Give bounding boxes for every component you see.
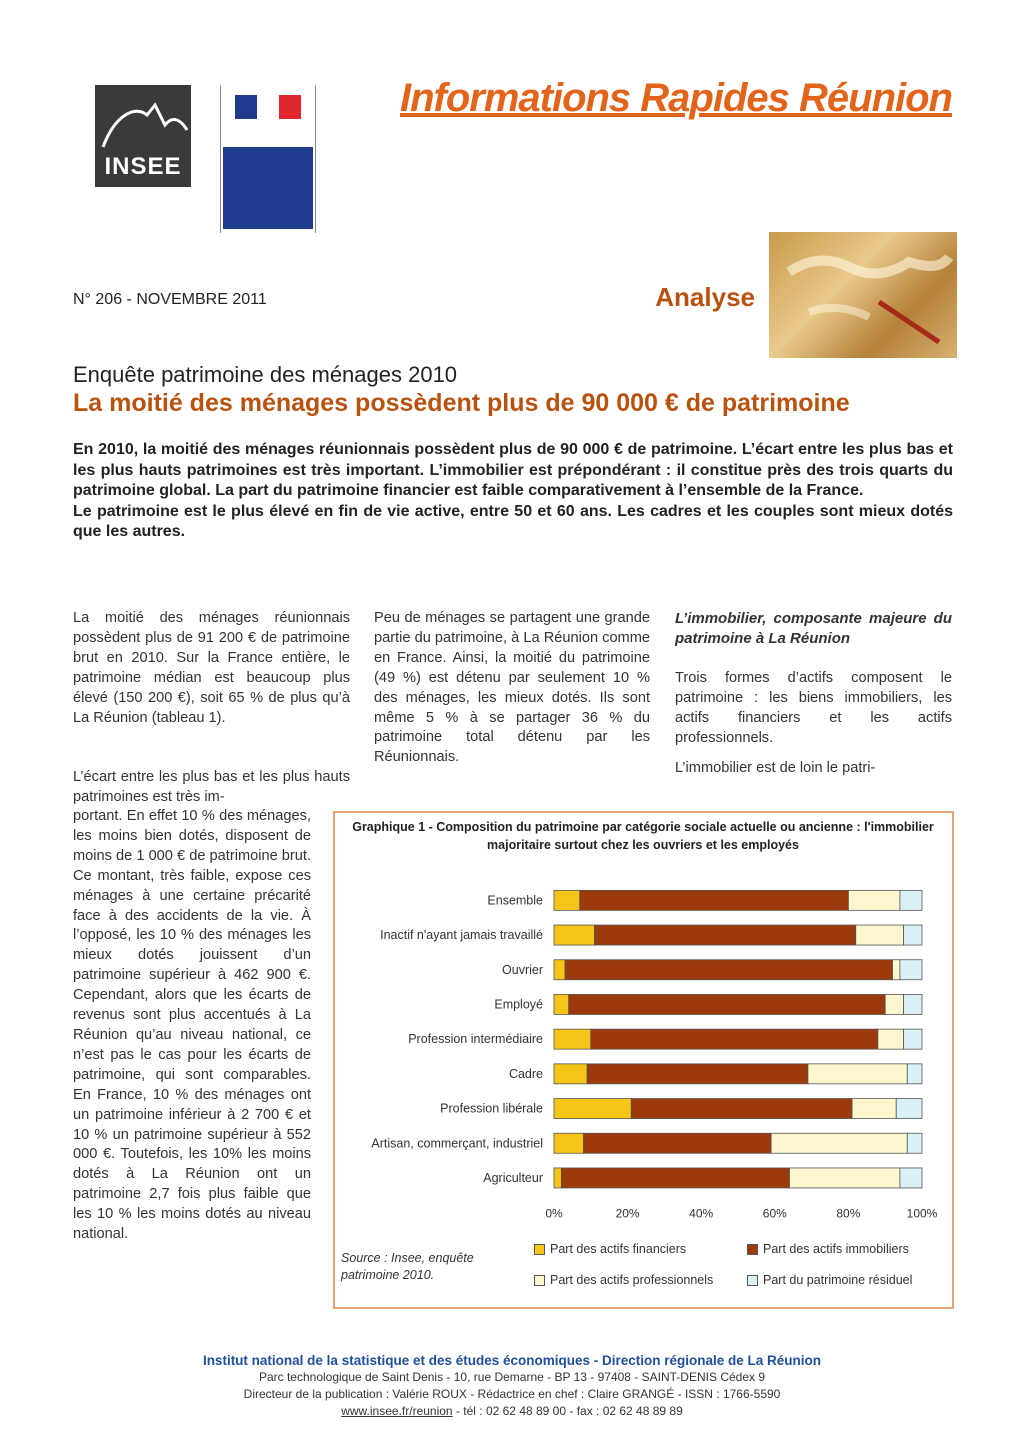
insee-logo: [95, 85, 191, 187]
legend-label: Part des actifs professionnels: [550, 1273, 714, 1287]
legend-label: Part des actifs immobiliers: [763, 1242, 909, 1256]
government-logo-block: [223, 147, 313, 229]
bar-segment: [554, 1099, 631, 1119]
french-flag-icon: [235, 95, 301, 119]
legend-item-professional: [534, 1273, 713, 1287]
bar-segment: [561, 1168, 789, 1188]
bar-segment: [554, 994, 569, 1014]
legend-item-real-estate: [747, 1242, 909, 1256]
bar-segment: [587, 1064, 808, 1084]
bar-segment: [631, 1099, 852, 1119]
bar-segment: [900, 890, 922, 910]
bar-segment: [790, 1168, 900, 1188]
bar-segment: [808, 1064, 907, 1084]
column-3: [675, 609, 952, 789]
category-label: Inactif n'ayant jamais travaillé: [380, 928, 543, 943]
category-label: Ensemble: [487, 893, 543, 908]
bar-segment: [904, 994, 922, 1014]
col3-heading: L’immobilier, composante majeure du patrimoine à La Réunion: [675, 610, 952, 647]
column-1-paragraph-2-rest: [73, 807, 311, 1255]
section-label: Analyse: [655, 282, 755, 312]
bar-segment: [907, 1133, 922, 1153]
bar-segment: [907, 1064, 922, 1084]
category-label: Artisan, commerçant, industriel: [371, 1136, 543, 1151]
bar-segment: [904, 1029, 922, 1049]
article-lead: [73, 440, 953, 543]
footer-contact-line: [0, 1403, 1024, 1420]
footer-website-link[interactable]: www.insee.fr/reunion: [341, 1404, 453, 1418]
bar-segment: [554, 1168, 561, 1188]
legend-item-residual: [747, 1273, 912, 1287]
bar-segment: [554, 960, 565, 980]
insee-logo-text: INSEE: [104, 153, 182, 180]
lead-paragraph-2: Le patrimoine est le plus élevé en fin de vie active, entre 50 et 60 ans. Les cadres et les couples sont mieux dotés que les autres.: [73, 502, 953, 541]
legend-label: Part des actifs financiers: [550, 1242, 687, 1256]
column-2: [374, 609, 650, 778]
x-tick-label: 80%: [836, 1206, 861, 1221]
footer-address: Parc technologique de Saint Denis - 10, rue Demarne - BP 13 - 97408 - SAINT-DENIS Cédex 9: [258, 1370, 766, 1384]
bar-segment: [554, 1029, 591, 1049]
legend-swatch: [747, 1275, 758, 1286]
bar-segment: [565, 960, 893, 980]
legend-swatch: [534, 1275, 545, 1286]
col3-paragraph-1: Trois formes d’actifs composent le patrimoine : les biens immobiliers, les actifs financiers et les actifs professionnels.: [675, 670, 952, 746]
world-map-photo: [769, 232, 957, 358]
footer: [0, 1352, 1024, 1420]
legend-swatch: [747, 1244, 758, 1255]
bar-segment: [878, 1029, 904, 1049]
category-label: Cadre: [508, 1066, 543, 1081]
bar-segment: [583, 1133, 771, 1153]
column-1: [73, 609, 350, 738]
category-label: Profession libérale: [440, 1101, 543, 1116]
bar-segment: [594, 925, 855, 945]
bar-segment: [900, 960, 922, 980]
footer-direction: Directeur de la publication : Valérie ROUX - Rédactrice en chef : Claire GRANGÉ - ISSN : 1766-5590: [243, 1387, 781, 1401]
col1-paragraph-2-start: L’écart entre les plus bas et les plus hauts patrimoines est très im-: [73, 769, 350, 805]
col1-paragraph-1: La moitié des ménages réunionnais possèdent plus de 91 200 € de patrimoine brut en 2010. Sur la France entière, le patrimoine médian est beaucoup plus élevé (150 200 €), soit 65 % de plus qu’à La Réunion (tableau 1).: [73, 610, 350, 726]
col3-paragraph-2: L’immobilier est de loin le patri-: [675, 759, 876, 776]
bar-segment: [893, 960, 900, 980]
bar-segment: [885, 994, 903, 1014]
bar-segment: [591, 1029, 878, 1049]
bar-segment: [848, 890, 900, 910]
x-tick-label: 0%: [545, 1206, 563, 1221]
x-tick-label: 40%: [689, 1206, 714, 1221]
chart-source: Source : Insee, enquête patrimoine 2010.: [341, 1251, 474, 1282]
bar-segment: [856, 925, 904, 945]
x-tick-label: 60%: [762, 1206, 787, 1221]
category-label: Profession intermédiaire: [408, 1032, 543, 1047]
bar-segment: [904, 925, 922, 945]
issue-number: N° 206 - NOVEMBRE 2011: [73, 291, 267, 308]
world-map-icon: [769, 232, 957, 358]
bar-segment: [569, 994, 885, 1014]
bar-segment: [554, 1064, 587, 1084]
chart-plot: [333, 811, 952, 1307]
bar-segment: [580, 890, 849, 910]
chart-title: Graphique 1 - Composition du patrimoine par catégorie sociale actuelle ou ancienne : l'immobilier majoritaire surtout chez les ouvriers et les employés: [352, 820, 934, 852]
col1-paragraph-2-rest: portant. En effet 10 % des ménages, les moins bien dotés, disposent de moins de 1 000 € de patrimoine brut. Ce montant, très faible, expose ces ménages à une certaine précarité face à des accidents de la vie. À l’opposé, les 10 % des ménages les mieux dotés jouissent d’un patrimoine supérieur à 462 900 €. Cependant, alors que les écarts de revenus sont plus accentués à La Réunion qu’au niveau national, ce n’est pas le cas pour les écarts de patrimoine, qui sont comparables. En France, 10 % des ménages ont un patrimoine inférieur à 2 700 € et 10 % un patrimoine supérieur à 552 000 €. Toutefois, les 10% les moins dotés à La Réunion ont un patrimoine 2,7 fois plus faible que les 10 % les moins dotés au niveau national.: [73, 808, 311, 1243]
bar-segment: [554, 1133, 583, 1153]
bar-segment: [896, 1099, 922, 1119]
category-label: Ouvrier: [502, 962, 543, 977]
category-label: Agriculteur: [483, 1170, 543, 1185]
bar-segment: [900, 1168, 922, 1188]
article-subtitle: Enquête patrimoine des ménages 2010: [73, 362, 458, 387]
publication-title: Informations Rapides Réunion: [399, 76, 952, 120]
lead-paragraph-1: En 2010, la moitié des ménages réunionnais possèdent plus de 90 000 € de patrimoine. L’écart entre les plus bas et les plus hauts patrimoines est très important. L’immobilier est prépondérant : il constitue près des trois quarts du patrimoine global. La part du patrimoine financier est faible comparativement à l’ensemble de la France.: [73, 441, 953, 500]
legend-label: Part du patrimoine résiduel: [763, 1273, 913, 1287]
x-tick-label: 20%: [615, 1206, 640, 1221]
bar-segment: [852, 1099, 896, 1119]
col2-paragraph-1: Peu de ménages se partagent une grande partie du patrimoine, à La Réunion comme en France. Ainsi, la moitié du patrimoine (49 %) est détenu par seulement 10 % des ménages, les mieux dotés. Ils sont même 5 % à se partager 36 % du patrimoine total détenu par les Réunionnais.: [374, 610, 650, 766]
category-label: Employé: [494, 997, 543, 1012]
legend-swatch: [534, 1244, 545, 1255]
x-tick-label: 100%: [906, 1206, 938, 1221]
footer-org: Institut national de la statistique et des études économiques - Direction régionale de La Réunion: [202, 1353, 822, 1368]
legend-item-financial: [534, 1242, 686, 1256]
government-logo: [220, 85, 316, 233]
insee-logo-mark: [95, 85, 191, 155]
bar-segment: [554, 890, 580, 910]
bar-segment: [554, 925, 594, 945]
bar-segment: [771, 1133, 907, 1153]
article-title: La moitié des ménages possèdent plus de 90 000 € de patrimoine: [73, 389, 850, 417]
footer-contact: - tél : 02 62 48 89 00 - fax : 02 62 48 89 89: [452, 1404, 683, 1418]
